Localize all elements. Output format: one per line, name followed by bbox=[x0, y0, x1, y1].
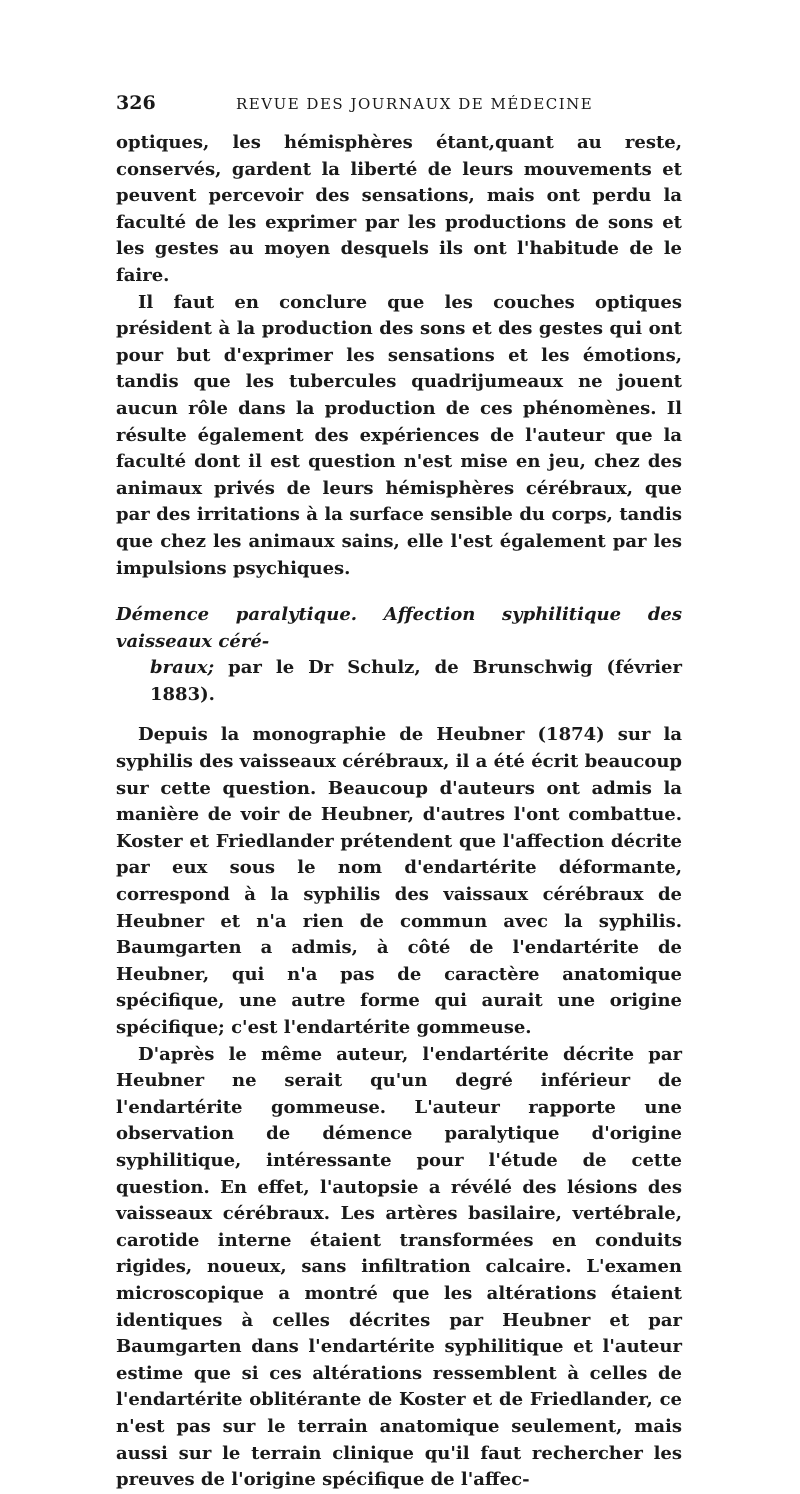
paragraph-section-2: D'après le même auteur, l'endartérite décrite par Heubner ne serait qu'un degré inférieur de l'endartérite gommeuse. L'auteur rapporte une observation de démence paralytique d'origine syphilitique, intéressante pour l'étude de cette question. En effet, l'autopsie a révélé des lésions des vaisseaux cérébraux. Les artères basilaire, vertébrale, carotide interne étaient transformées en conduits rigides, noueux, sans infiltration calcaire. L'examen microscopique a montré que les altérations étaient identiques à celles décrites par Heubner et par Baumgarten dans l'endartérite syphilitique et l'auteur estime que si ces altérations ressemblent à celles de l'endartérite oblitérante de Koster et de Friedlander, ce n'est pas sur le terrain anatomique seulement, mais aussi sur le terrain clinique qu'il faut rechercher les preuves de l'origine spécifique de l'affec- bbox=[116, 1043, 682, 1491]
paragraph-section-1: Depuis la monographie de Heubner (1874) sur la syphilis des vaisseaux cérébraux, il a été écrit beaucoup sur cette question. Beaucoup d'auteurs ont admis la manière de voir de Heubner, d'autres l'ont combattue. Koster et Friedlander prétendent que l'affection décrite par eux sous le nom d'endartérite déformante, correspond à la syphilis des vaissaux cérébraux de Heubner et n'a rien de commun avec la syphilis. Baumgarten a admis, à côté de l'endartérite de Heubner, qui n'a pas de caractère anatomique spécifique, une autre forme qui aurait une origine spécifique; c'est l'endartérite gommeuse. bbox=[116, 724, 682, 1038]
paragraph-continuation: optiques, les hémisphères étant,quant au reste, conservés, gardent la liberté de leurs mouvements et peuvent percevoir des sensations, mais ont perdu la faculté de les exprimer par les productions de sons et les gestes au moyen desquels ils ont l'habitude de le faire. bbox=[116, 132, 682, 286]
section-title-continuation bbox=[116, 655, 682, 708]
page-number: 326 bbox=[116, 92, 156, 114]
paragraph-conclusion: Il faut en conclure que les couches optiques président à la production des sons et des gestes qui ont pour but d'exprimer les sensations et les émotions, tandis que les tubercules quadrijumeaux ne jouent aucun rôle dans la production de ces phénomènes. Il résulte également des expériences de l'auteur que la faculté dont il est question n'est mise en jeu, chez des animaux privés de leurs hémisphères cérébraux, que par des irritations à la surface sensible du corps, tandis que chez les animaux sains, elle l'est également par les impulsions psychiques. bbox=[116, 291, 682, 579]
section-heading bbox=[116, 602, 682, 708]
section-title-line1: Démence paralytique. Affection syphilitique des vaisseaux céré- bbox=[116, 604, 682, 652]
section-byline: par le Dr Schulz, de Brunschwig (février 1883). bbox=[150, 657, 682, 705]
journal-title: REVUE DES JOURNAUX DE MÉDECINE bbox=[236, 95, 594, 113]
section-title-line2: braux; bbox=[150, 657, 215, 679]
running-head bbox=[116, 92, 682, 122]
document-page bbox=[116, 92, 682, 1494]
